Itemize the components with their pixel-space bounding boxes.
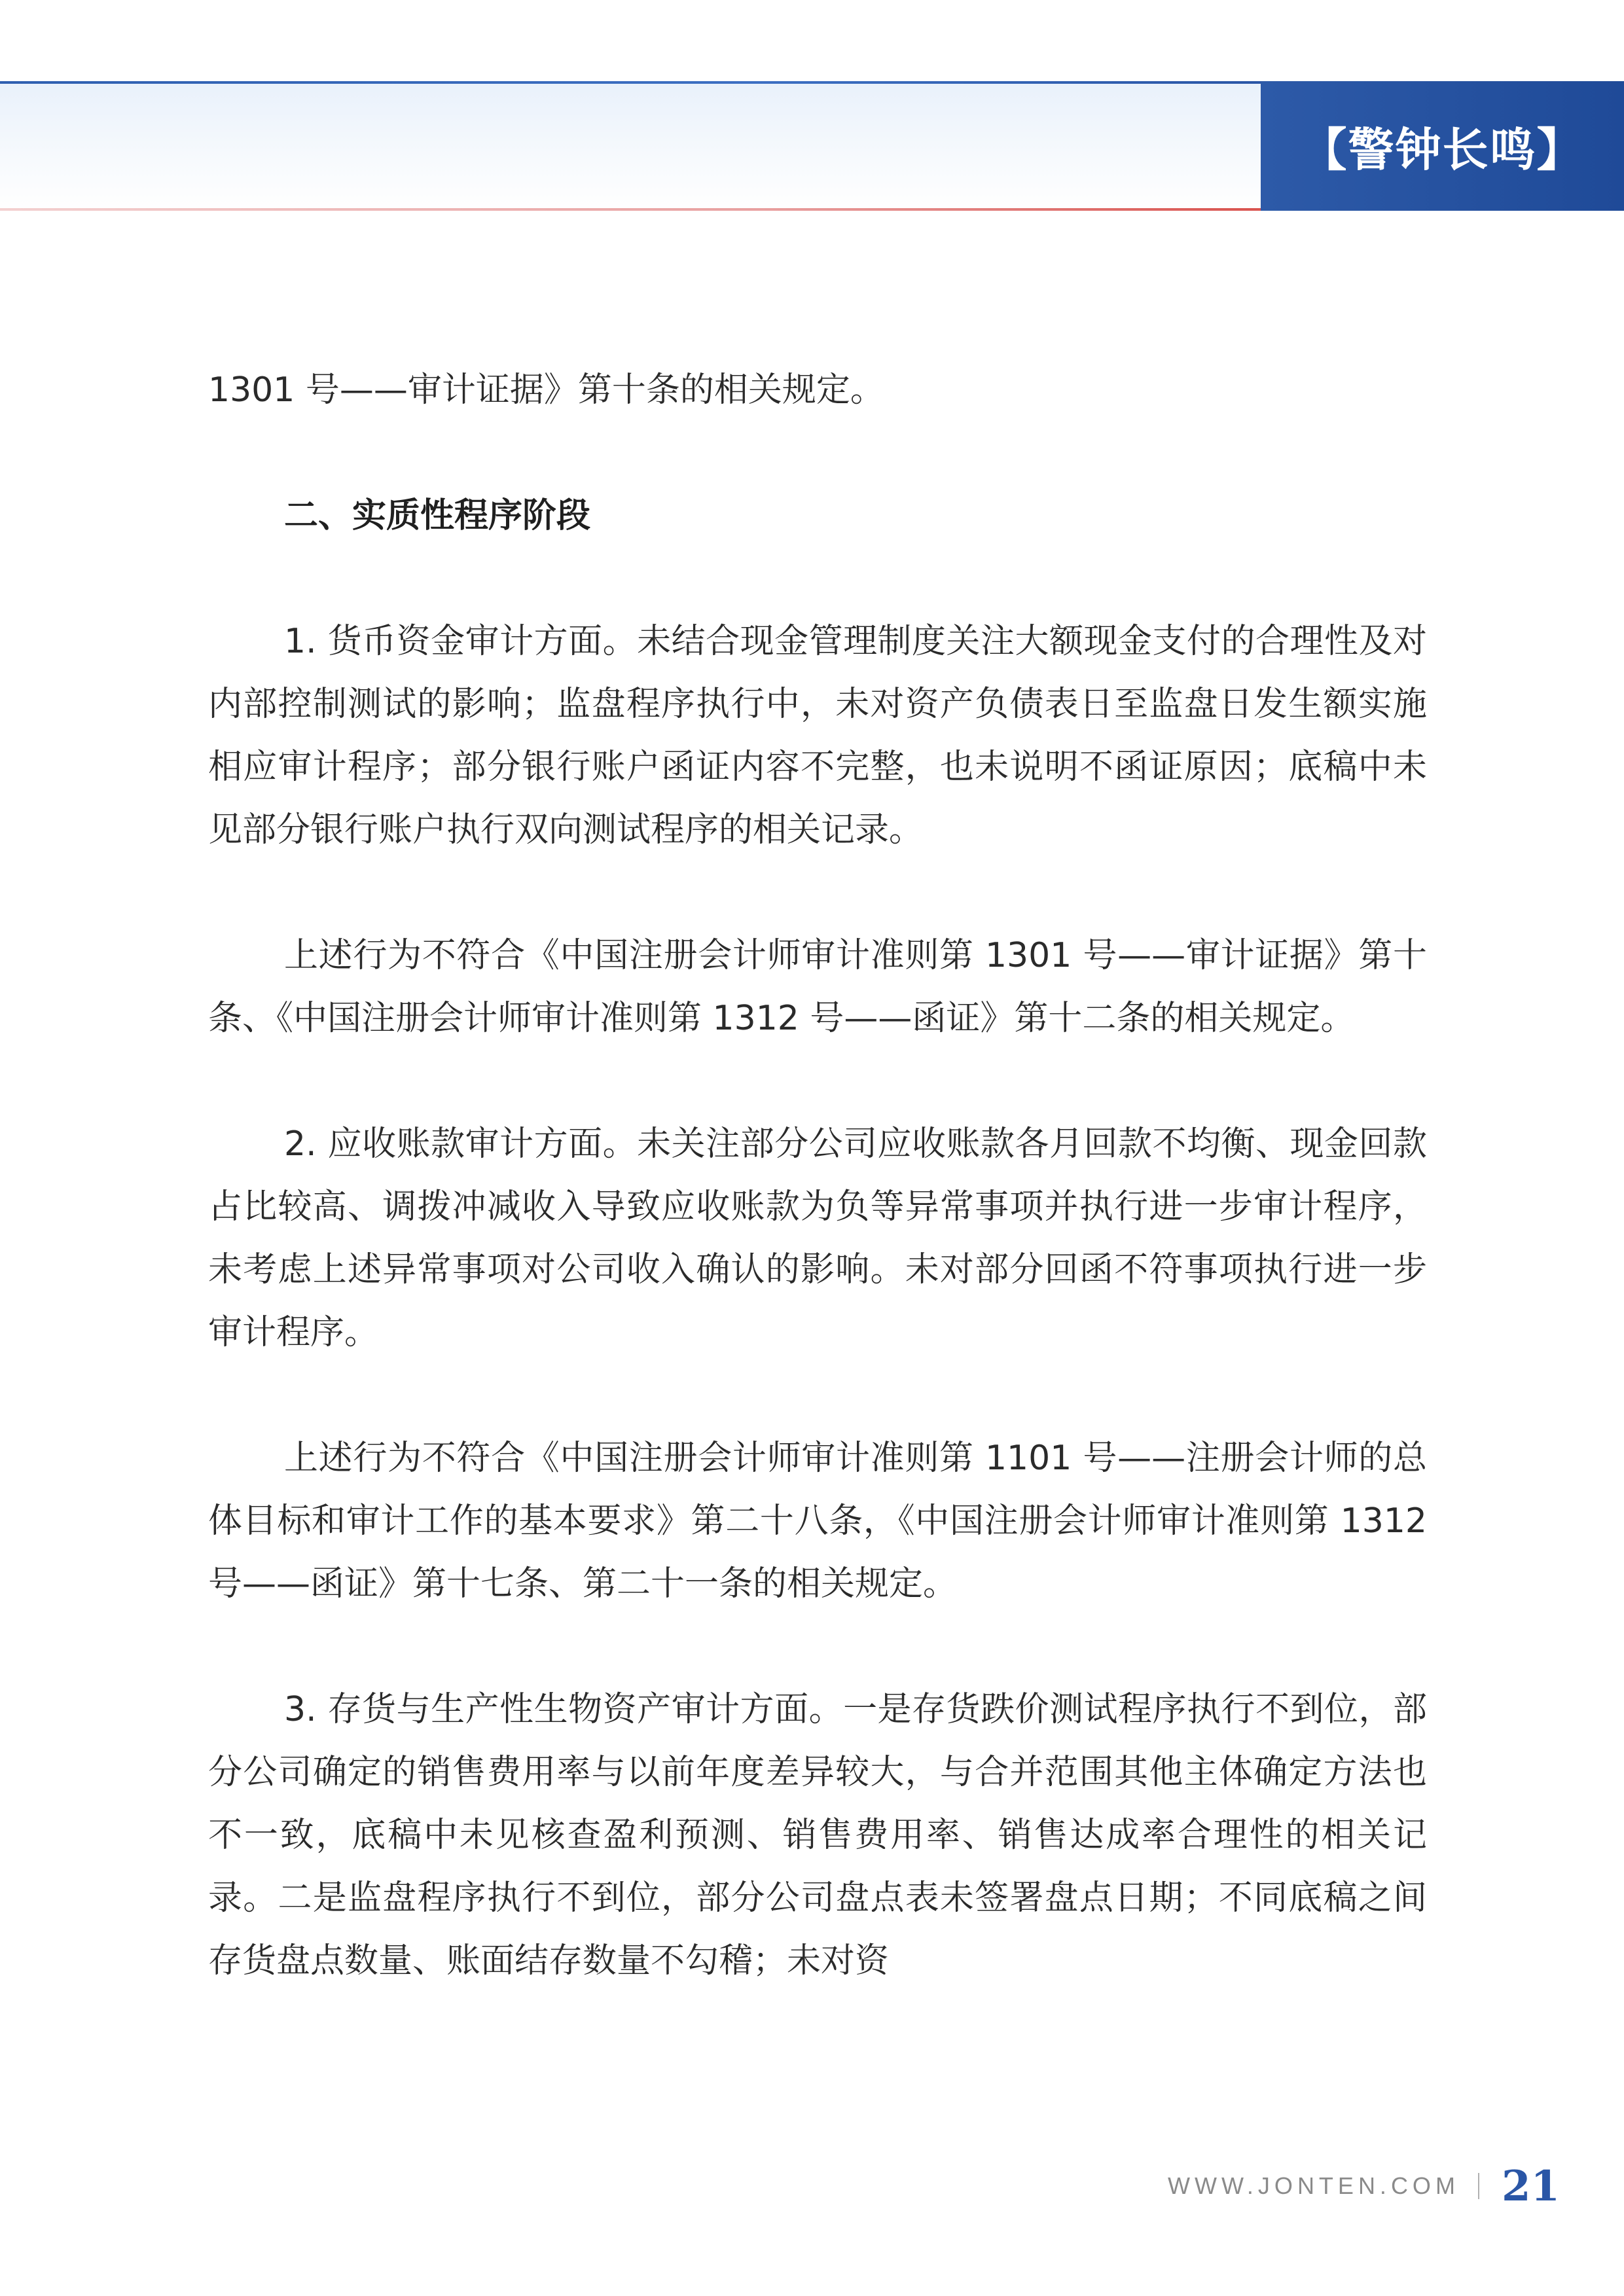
paragraph-continuation: 1301 号——审计证据》第十条的相关规定。	[208, 370, 884, 410]
website-link[interactable]: WWW.JONTEN.COM	[1167, 2172, 1460, 2199]
section-title: 【警钟长鸣】	[1301, 122, 1584, 177]
footer-divider	[1478, 2173, 1479, 2199]
page-footer	[1168, 2160, 1560, 2212]
paragraph: 2. 应收账款审计方面。未关注部分公司应收账款各月回款不均衡、现金回款占比较高、调拨冲减收入导致应收账款为负等异常事项并执行进一步审计程序，未考虑上述异常事项对公司收入确认的影响。未对部分回函不符事项执行进一步审计程序。	[208, 1124, 1427, 1352]
section-heading: 二、实质性程序阶段	[284, 496, 591, 535]
header-band	[0, 84, 1261, 212]
header-underline	[0, 208, 1261, 211]
paragraph: 3. 存货与生产性生物资产审计方面。一是存货跌价测试程序执行不到位，部分公司确定的销售费用率与以前年度差异较大，与合并范围其他主体确定方法也不一致，底稿中未见核查盈利预测、销售费用率、销售达成率合理性的相关记录。二是监盘程序执行不到位，部分公司盘点表未签署盘点日期；不同底稿之间存货盘点数量、账面结存数量不勾稽；未对资	[208, 1690, 1427, 1981]
paragraph: 上述行为不符合《中国注册会计师审计准则第 1101 号——注册会计师的总体目标和审计工作的基本要求》第二十八条，《中国注册会计师审计准则第 1312 号——函证》第十七条、第二十一条的相关规定。	[208, 1439, 1427, 1604]
article-body	[208, 359, 1427, 1992]
paragraph: 上述行为不符合《中国注册会计师审计准则第 1301 号——审计证据》第十条、《中国注册会计师审计准则第 1312 号——函证》第十二条的相关规定。	[208, 936, 1427, 1038]
section-tab	[1261, 81, 1624, 211]
paragraph: 1. 货币资金审计方面。未结合现金管理制度关注大额现金支付的合理性及对内部控制测试的影响；监盘程序执行中，未对资产负债表日至监盘日发生额实施相应审计程序；部分银行账户函证内容不完整，也未说明不函证原因；底稿中未见部分银行账户执行双向测试程序的相关记录。	[208, 622, 1427, 850]
page-number: 21	[1501, 2161, 1560, 2211]
